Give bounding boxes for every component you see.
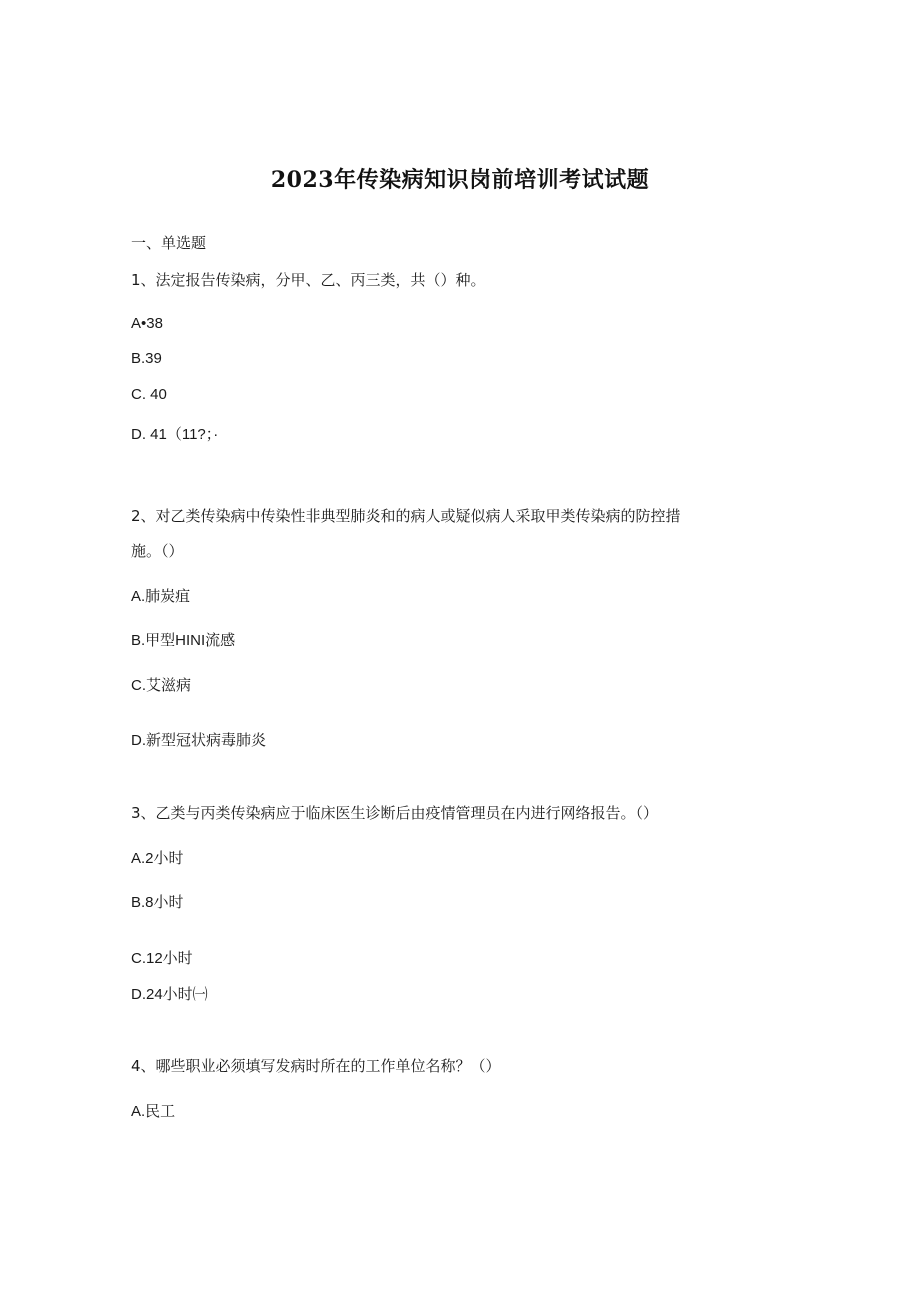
question-2-stem-line1: 2、对乙类传染病中传染性非典型肺炎和的病人或疑似病人采取甲类传染病的防控措	[131, 507, 681, 525]
document-title: 2023年传染病知识岗前培训考试试题	[270, 167, 650, 193]
question-1-option-d: D. 41（11?；·	[131, 426, 219, 443]
question-3-option-c: C.12小时	[131, 950, 193, 967]
question-1-option-c: C. 40	[131, 386, 167, 403]
question-2-option-b: B.甲型HINI流感	[131, 632, 236, 649]
question-2-option-a: A.肺炭疽	[131, 588, 191, 605]
question-3-option-d: D.24小时㈠	[131, 986, 208, 1003]
question-3-option-b: B.8小时	[131, 894, 184, 911]
question-2-option-c: C.艾滋病	[131, 677, 192, 694]
question-1-option-a: A•38	[131, 315, 163, 332]
section-heading: 一、单选题	[131, 234, 207, 252]
question-3-option-a: A.2小时	[131, 850, 184, 867]
question-1-option-b: B.39	[131, 350, 162, 367]
question-2-stem-line2: 施。（）	[131, 542, 184, 560]
question-2-option-d: D.新型冠状病毒肺炎	[131, 732, 267, 749]
question-1-stem: 1、法定报告传染病，分甲、乙、丙三类，共（）种。	[131, 271, 486, 289]
question-4-stem: 4、哪些职业必须填写发病时所在的工作单位名称？（）	[131, 1057, 501, 1075]
question-3-stem: 3、乙类与丙类传染病应于临床医生诊断后由疫情管理员在内进行网络报告。（）	[131, 804, 659, 822]
question-4-option-a: A.民工	[131, 1103, 176, 1120]
